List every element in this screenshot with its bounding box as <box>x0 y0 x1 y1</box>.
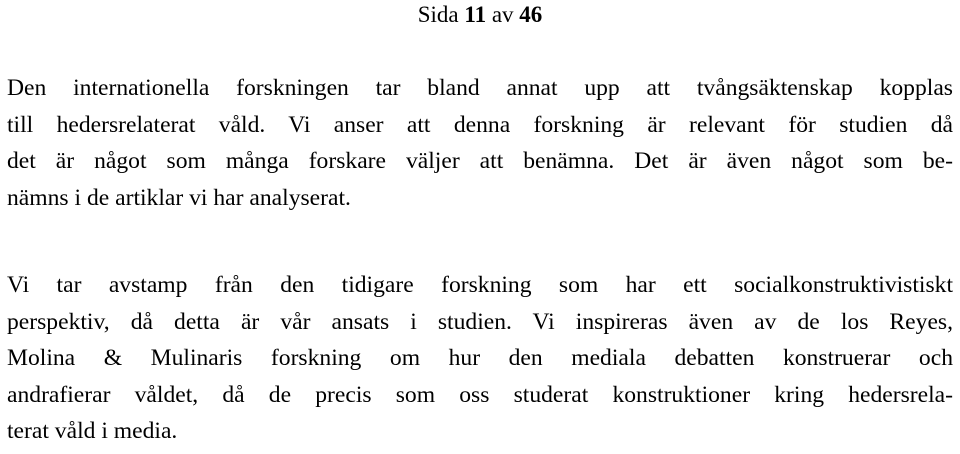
paragraph-line: perspektiv, då detta är vår ansats i studien. Vi inspireras även av de los Reyes, <box>7 308 953 335</box>
total-pages-number: 46 <box>519 2 543 27</box>
paragraph-line: Molina & Mulinaris forskning om hur den mediala debatten konstruerar och <box>7 345 953 371</box>
paragraph-line: andrafierar våldet, då de precis som oss studerat konstruktioner kring hedersrela- <box>7 381 953 408</box>
paragraph-line: Den internationella forskningen tar bland annat upp att tvångsäktenskap kopplas <box>7 75 953 101</box>
paragraph-line: till hedersrelaterat våld. Vi anser att denna forskning är relevant för studien då <box>7 111 953 138</box>
paragraph-1 <box>7 70 953 216</box>
paragraph-2 <box>7 267 953 450</box>
current-page-number: 11 <box>464 2 487 27</box>
page-number-header <box>0 1 960 29</box>
paragraph-line: det är något som många forskare väljer att benämna. Det är även något som be- <box>7 148 953 174</box>
paragraph-line: terat våld i media. <box>7 418 178 444</box>
paragraph-line: Vi tar avstamp från den tidigare forskning som har ett socialkonstruktivistiskt <box>7 272 953 298</box>
paragraph-line: nämns i de artiklar vi har analyserat. <box>7 184 351 211</box>
page-separator: av <box>491 2 514 27</box>
page-label: Sida <box>417 2 459 27</box>
